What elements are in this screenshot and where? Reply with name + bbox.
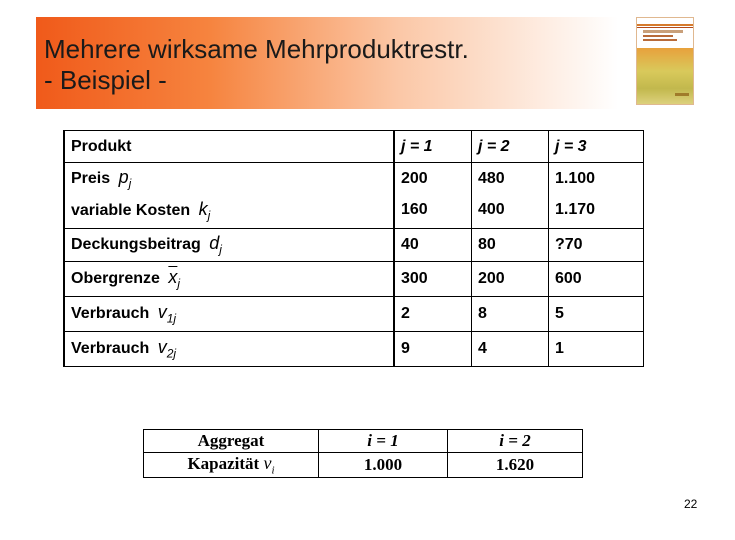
- row-label-text: Verbrauch: [71, 305, 150, 323]
- row-label: [64, 229, 394, 262]
- cell-value: 400: [472, 195, 549, 229]
- title-line-2: - Beispiel -: [44, 65, 167, 95]
- cell-value: 200: [472, 262, 549, 297]
- cell-value: 1.170: [549, 195, 644, 229]
- cell-value: 80: [472, 229, 549, 262]
- row-label: [64, 195, 394, 229]
- row-label: [144, 453, 319, 478]
- row-symbol: $v_{2j}$: [157, 337, 177, 361]
- page-number: 22: [684, 497, 698, 511]
- table-row: [64, 195, 644, 229]
- cell-value: 4: [472, 332, 549, 367]
- cell-value: 5: [549, 297, 644, 332]
- row-label-text: Obergrenze: [71, 270, 160, 288]
- cell-value: 2: [394, 297, 472, 332]
- cell-value: 300: [394, 262, 472, 297]
- row-label-text: Preis: [71, 170, 111, 187]
- cell-value: 40: [394, 229, 472, 262]
- table-row: [64, 332, 644, 367]
- cell-value: 200: [394, 163, 472, 195]
- header-j2: j = 2: [472, 131, 549, 163]
- row-label-text: Deckungsbeitrag: [71, 236, 201, 254]
- table-row: [64, 163, 644, 195]
- product-table: [63, 130, 644, 367]
- row-label-text: Verbrauch: [71, 340, 150, 358]
- row-label: [64, 332, 394, 367]
- header-j1: j = 1: [394, 131, 472, 163]
- row-symbol: $d_j$: [209, 233, 222, 257]
- header-i2: i = 2: [448, 430, 583, 453]
- row-label-text: Kapazität: [187, 454, 260, 473]
- row-label-text: variable Kosten: [71, 201, 191, 219]
- cell-value: 1.100: [549, 163, 644, 195]
- cell-value: 1.000: [319, 453, 448, 478]
- header-j3: j = 3: [549, 131, 644, 163]
- table-header-row: [64, 131, 644, 163]
- table-row: [64, 229, 644, 262]
- cell-value: 480: [472, 163, 549, 195]
- row-label: [64, 297, 394, 332]
- row-label: [64, 163, 394, 195]
- cell-value: 1: [549, 332, 644, 367]
- table-row: [64, 297, 644, 332]
- header-i1: i = 1: [319, 430, 448, 453]
- row-label: [64, 262, 394, 297]
- row-symbol: $k_j$: [198, 198, 211, 223]
- cell-value: 1.620: [448, 453, 583, 478]
- cell-value: 600: [549, 262, 644, 297]
- header-produkt: Produkt: [64, 131, 394, 163]
- table-header-row: [144, 430, 583, 453]
- cell-value: 9: [394, 332, 472, 367]
- slide-title: [44, 34, 469, 96]
- cell-value: ?70: [549, 229, 644, 262]
- row-symbol: $v_{1j}$: [157, 302, 177, 326]
- table-row: [64, 262, 644, 297]
- cell-value: 8: [472, 297, 549, 332]
- row-symbol: $\overline{v}_i$: [263, 453, 275, 477]
- table-row: [144, 453, 583, 478]
- title-line-1: Mehrere wirksame Mehrproduktrestr.: [44, 34, 469, 64]
- capacity-table: [143, 429, 583, 478]
- book-cover-image: [636, 17, 694, 105]
- row-symbol: $p_j$: [118, 167, 132, 191]
- header-aggregat: Aggregat: [144, 430, 319, 453]
- row-symbol: $\overline{x}_j$: [168, 267, 181, 291]
- cell-value: 160: [394, 195, 472, 229]
